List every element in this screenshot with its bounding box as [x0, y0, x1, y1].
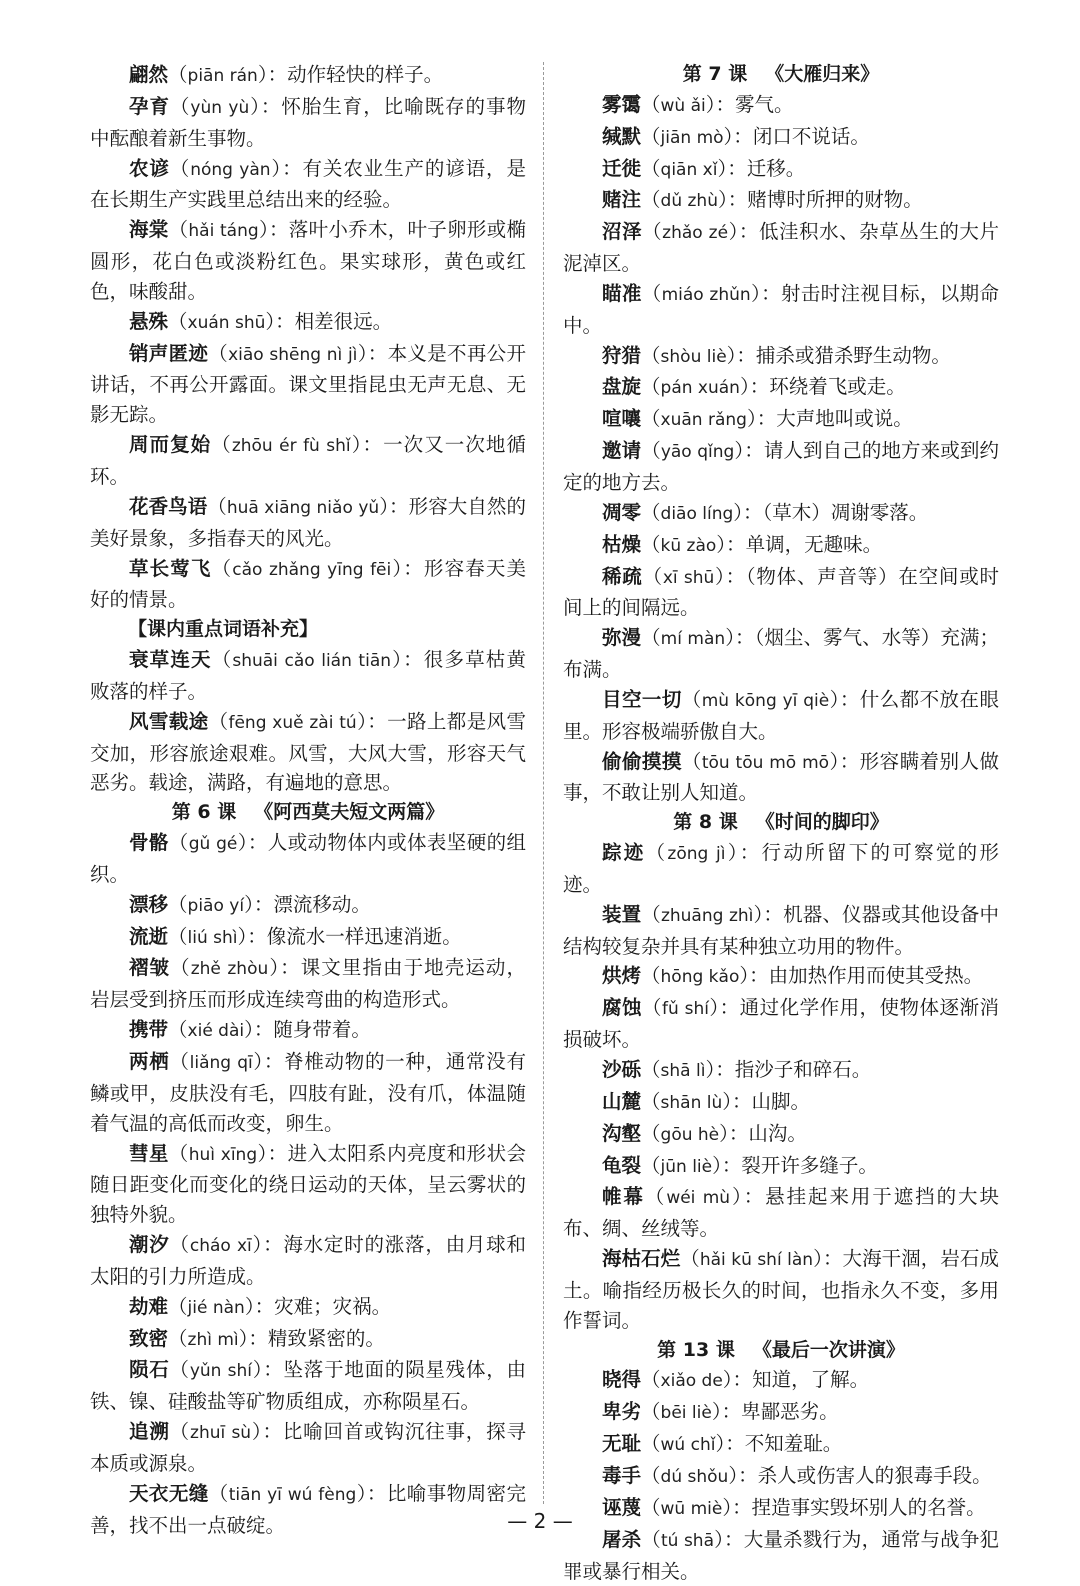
vocab-definition: 怀胎生育，比喻既存的事物中酝酿着新生事物。 — [90, 94, 526, 150]
vocab-entry: 两栖（liǎng qī）：脊椎动物的一种，通常没有鳞或甲，皮肤没有毛，四肢有趾，没有爪，体温随着气温的高低而改变，卵生。 — [90, 1050, 526, 1135]
vocab-word: 致密 — [129, 1326, 169, 1350]
vocab-definition: 漂流移动。 — [273, 892, 371, 916]
vocab-definition: 雾气。 — [735, 92, 794, 116]
column-divider — [543, 62, 544, 1504]
vocab-pinyin: xuān rǎng — [660, 410, 747, 431]
vocab-entry: 褶皱（zhě zhòu）：课文里指由于地壳运动，岩层受到挤压而形成连续弯曲的构造形式。 — [90, 956, 526, 1012]
vocab-definition: 知道，了解。 — [752, 1368, 870, 1392]
vocab-word: 偷偷摸摸 — [602, 749, 682, 773]
vocab-word: 赌注 — [602, 188, 642, 212]
vocab-definition: 山沟。 — [748, 1121, 807, 1145]
vocab-entry: 衰草连天（shuāi cǎo lián tiān）：很多草枯黄败落的样子。 — [90, 648, 526, 703]
vocab-entry: 稀疏（xī shū）：（物体、声音等）在空间或时间上的间隔远。 — [563, 564, 999, 620]
vocab-entry: 周而复始（zhōu ér fù shǐ）：一次又一次地循环。 — [90, 433, 526, 488]
vocab-pinyin: gǔ gé — [188, 834, 238, 855]
vocab-entry: 花香鸟语（huā xiāng niǎo yǔ）：形容大自然的美好景象，多指春天的风光。 — [90, 494, 526, 550]
lesson-heading — [90, 798, 526, 828]
vocab-pinyin: yāo qǐng — [660, 442, 735, 463]
vocab-definition: 不知羞耻。 — [744, 1432, 843, 1456]
vocab-word: 两栖 — [129, 1050, 170, 1073]
vocab-word: 彗星 — [129, 1141, 169, 1165]
vocab-entry: 潮汐（cháo xī）：海水定时的涨落，由月球和太阳的引力所造成。 — [90, 1233, 526, 1288]
vocab-word: 海棠 — [129, 218, 169, 242]
vocab-definition: 行动所留下的可察觉的形迹。 — [563, 841, 999, 896]
vocab-entry: 目空一切（mù kōng yī qiè）：什么都不放在眼里。形容极端骄傲自大。 — [563, 687, 999, 743]
vocab-entry: 彗星（huì xīng）：进入太阳系内亮度和形状会随日距变化而变化的绕日运动的天体，呈云雾状的独特外貌。 — [90, 1141, 526, 1227]
vocab-pinyin: gōu hè — [660, 1124, 720, 1145]
vocab-pinyin: nóng yàn — [190, 159, 271, 180]
vocab-word: 衰草连天 — [129, 648, 212, 672]
vocab-pinyin: bēi liè — [660, 1403, 712, 1424]
vocab-entry: 卑劣（bēi liè）：卑鄙恶劣。 — [602, 1400, 839, 1424]
vocab-pinyin: liǎng qī — [189, 1053, 253, 1073]
vocab-definition: 通过化学作用，使物体逐渐消损破坏。 — [563, 996, 999, 1052]
vocab-entry: 沟壑（gōu hè）：山沟。 — [602, 1121, 807, 1145]
vocab-definition: 比喻回首或钩沉往事，探寻本质或源泉。 — [90, 1420, 526, 1475]
vocab-word: 花香鸟语 — [129, 494, 208, 518]
vocab-word: 雾霭 — [602, 92, 642, 116]
vocab-pinyin: shuāi cǎo lián tiān — [232, 651, 392, 672]
vocab-entry: 劫难（jié nàn）：灾难；灾祸。 — [129, 1294, 392, 1318]
lesson-heading — [563, 60, 999, 90]
vocab-entry: 海棠（hǎi táng）：落叶小乔木，叶子卵形或椭圆形，花白色或淡粉红色。果实球形，黄色或红色，味酸甜。 — [90, 218, 526, 303]
lesson-number: 第 13 课 — [657, 1338, 735, 1361]
vocab-entry: 致密（zhì mì）：精致紧密的。 — [129, 1326, 385, 1350]
vocab-entry: 腐蚀（fǔ shí）：通过化学作用，使物体逐渐消损破坏。 — [563, 996, 999, 1052]
vocab-entry: 盘旋（pán xuán）：环绕着飞或走。 — [602, 375, 906, 399]
lesson-number: 第 6 课 — [171, 801, 237, 824]
vocab-entry: 销声匿迹（xiāo shēng nì jì）：本义是不再公开讲话，不再公开露面。课文里指昆虫无声无息、无影无踪。 — [90, 341, 526, 427]
vocab-definition: 形容瞒着别人做事，不敢让别人知道。 — [563, 749, 999, 805]
vocab-definition: 随身带着。 — [273, 1018, 371, 1042]
vocab-pinyin: cǎo zhǎng yīng fēi — [232, 559, 392, 580]
vocab-entry: 瞄准（miáo zhǔn）：射击时注视目标，以期命中。 — [563, 281, 999, 337]
vocab-entry: 孕育（yùn yù）：怀胎生育，比喻既存的事物中酝酿着新生事物。 — [90, 94, 526, 150]
vocab-word: 翩然 — [129, 63, 169, 86]
vocab-word: 瞄准 — [602, 281, 642, 305]
vocab-definition: 大量杀戮行为，通常与战争犯罪或暴行相关。 — [563, 1527, 999, 1583]
vocab-definition: 有关农业生产的谚语，是在长期生产实践里总结出来的经验。 — [90, 156, 526, 212]
vocab-entry: 流逝（liú shì）：像流水一样迅速消逝。 — [129, 924, 462, 948]
vocab-pinyin: wū miè — [660, 1498, 723, 1519]
lesson-title: 《阿西莫夫短文两篇》 — [254, 801, 445, 824]
vocab-entry: 枯燥（kū zào）：单调，无趣味。 — [602, 532, 883, 556]
vocab-entry: 骨骼（gǔ gé）：人或动物体内或体表坚硬的组织。 — [90, 831, 526, 886]
vocab-entry: 悬殊（xuán shū）：相差很远。 — [129, 309, 393, 333]
vocab-definition: 脊椎动物的一种，通常没有鳞或甲，皮肤没有毛，四肢有趾，没有爪，体温随着气温的高低而改变，卵生。 — [90, 1050, 526, 1135]
vocab-pinyin: qiān xǐ — [660, 159, 718, 180]
vocab-word: 踪迹 — [602, 841, 646, 865]
vocab-definition: 闭口不说话。 — [752, 124, 870, 148]
vocab-definition: （草木）凋谢零落。 — [762, 500, 929, 524]
vocab-entry: 海枯石烂（hǎi kū shí làn）：大海干涸，岩石成土。喻指经历极长久的时间，也指永久不变，多用作誓词。 — [563, 1247, 999, 1332]
vocab-word: 屠杀 — [602, 1527, 642, 1551]
vocab-definition: 迁移。 — [746, 156, 806, 180]
vocab-pinyin: zhuī sù — [190, 1423, 252, 1444]
vocab-entry: 沼泽（zhǎo zé）：低洼积水、杂草丛生的大片泥淖区。 — [563, 220, 999, 276]
vocab-word: 迁徙 — [602, 156, 642, 180]
vocab-word: 沟壑 — [602, 1121, 642, 1145]
vocab-entry: 装置（zhuāng zhì）：机器、仪器或其他设备中结构较复杂并具有某种独立功用的物件。 — [563, 902, 999, 958]
vocab-word: 诬蔑 — [602, 1495, 642, 1519]
vocab-entry: 烘烤（hōng kǎo）：由加热作用而使其受热。 — [602, 964, 984, 988]
vocab-entry: 偷偷摸摸（tōu tōu mō mō）：形容瞒着别人做事，不敢让别人知道。 — [563, 749, 999, 805]
vocab-definition: 像流水一样迅速消逝。 — [266, 924, 462, 948]
vocab-definition: 课文里指由于地壳运动，岩层受到挤压而形成连续弯曲的构造形式。 — [90, 956, 526, 1012]
vocab-entry: 雾霭（wù ǎi）：雾气。 — [602, 92, 794, 116]
vocab-pinyin: kū zào — [660, 535, 717, 556]
vocab-definition: 裂开许多缝子。 — [741, 1153, 878, 1177]
vocab-word: 农谚 — [129, 156, 170, 180]
vocab-definition: 很多草枯黄败落的样子。 — [90, 648, 526, 703]
vocab-definition: 指沙子和碎石。 — [734, 1058, 872, 1081]
vocab-word: 潮汐 — [129, 1233, 170, 1257]
vocab-entry: 晓得（xiǎo de）：知道，了解。 — [602, 1368, 870, 1392]
vocab-pinyin: shā lì — [660, 1061, 706, 1081]
vocab-entry: 踪迹（zōng jì）：行动所留下的可察觉的形迹。 — [563, 841, 999, 896]
vocab-definition: 卑鄙恶劣。 — [741, 1400, 839, 1424]
vocab-definition: 环绕着飞或走。 — [769, 375, 906, 399]
vocab-definition: 由加热作用而使其受热。 — [768, 964, 984, 988]
vocab-word: 山麓 — [602, 1089, 642, 1113]
vocab-pinyin: zhuāng zhì — [660, 905, 754, 926]
vocab-pinyin: tiān yī wú fèng — [228, 1484, 357, 1505]
vocab-pinyin: mù kōng yī qiè — [701, 690, 830, 711]
vocab-pinyin: pán xuán — [660, 378, 740, 399]
vocab-pinyin: xī shū — [662, 567, 715, 588]
vocab-entry: 狩猎（shòu liè）：捕杀或猎杀野生动物。 — [602, 343, 951, 367]
vocab-definition: 灾难；灾祸。 — [274, 1294, 392, 1318]
vocab-pinyin: wú chǐ — [660, 1435, 716, 1456]
vocab-word: 追溯 — [129, 1420, 170, 1444]
vocab-word: 无耻 — [602, 1432, 642, 1456]
vocab-word: 陨石 — [129, 1358, 170, 1382]
vocab-word: 劫难 — [129, 1294, 169, 1318]
vocab-pinyin: xuán shū — [187, 312, 266, 333]
vocab-definition: 捕杀或猎杀野生动物。 — [755, 343, 951, 367]
vocab-definition: 相差很远。 — [294, 309, 393, 333]
vocab-entry: 邀请（yāo qǐng）：请人到自己的地方来或到约定的地方去。 — [563, 439, 999, 494]
vocab-pinyin: cháo xī — [189, 1236, 252, 1257]
vocab-entry: 龟裂（jūn liè）：裂开许多缝子。 — [602, 1153, 878, 1177]
vocab-pinyin: dú shǒu — [660, 1466, 729, 1487]
vocab-word: 孕育 — [129, 94, 170, 118]
vocab-word: 喧嚷 — [602, 407, 642, 431]
vocab-pinyin: wù ǎi — [660, 95, 706, 116]
vocab-entry: 翩然（piān rán）：动作轻快的样子。 — [129, 63, 444, 86]
lesson-number: 第 8 课 — [673, 811, 738, 834]
lesson-heading — [563, 808, 999, 838]
vocab-pinyin: mí màn — [660, 629, 726, 650]
vocab-entry: 漂移（piāo yí）：漂流移动。 — [129, 892, 371, 916]
vocab-entry: 缄默（jiān mò）：闭口不说话。 — [602, 124, 870, 148]
vocab-definition: 形容春天美好的情景。 — [90, 556, 526, 612]
vocab-definition: 山脚。 — [751, 1089, 811, 1113]
vocab-pinyin: hōng kǎo — [660, 967, 740, 988]
vocab-pinyin: fǔ shí — [661, 999, 709, 1020]
vocab-pinyin: zhōu ér fù shǐ — [231, 436, 351, 457]
vocab-pinyin: huā xiāng niǎo yǔ — [226, 497, 380, 518]
vocab-entry: 陨石（yǔn shí）：坠落于地面的陨星残体，由铁、镍、硅酸盐等矿物质组成，亦称陨星石。 — [90, 1358, 526, 1414]
vocab-word: 风雪载途 — [129, 709, 209, 733]
lesson-title: 《大雁归来》 — [765, 63, 880, 85]
right-column — [563, 60, 999, 1586]
vocab-entry: 喧嚷（xuān rǎng）：大声地叫或说。 — [602, 407, 913, 431]
vocab-pinyin: shòu liè — [660, 346, 727, 367]
vocab-definition: （物体、声音等）在空间或时间上的间隔远。 — [563, 564, 999, 620]
vocab-definition: 低洼积水、杂草丛生的大片泥淖区。 — [563, 220, 999, 276]
vocab-pinyin: miáo zhǔn — [661, 284, 751, 305]
vocab-definition: 一路上都是风雪交加，形容旅途艰难。风雪，大风大雪，形容天气恶劣。载途，满路，有遍地的意思。 — [90, 709, 526, 795]
vocab-pinyin: hǎi kū shí làn — [699, 1250, 814, 1271]
vocab-definition: 进入太阳系内亮度和形状会随日距变化而变化的绕日运动的天体，呈云雾状的独特外貌。 — [90, 1141, 526, 1227]
vocab-word: 流逝 — [129, 924, 169, 948]
vocab-pinyin: piān rán — [187, 66, 258, 86]
vocab-word: 狩猎 — [602, 343, 642, 367]
vocab-pinyin: diāo líng — [660, 503, 734, 524]
vocab-entry: 无耻（wú chǐ）：不知羞耻。 — [602, 1432, 843, 1456]
vocab-word: 天衣无缝 — [129, 1481, 209, 1505]
vocab-word: 毒手 — [602, 1463, 642, 1487]
vocab-pinyin: xiāo shēng nì jì — [228, 344, 358, 365]
vocab-word: 稀疏 — [602, 564, 643, 588]
vocab-definition: 什么都不放在眼里。形容极端骄傲自大。 — [563, 687, 999, 743]
vocab-word: 骨骼 — [129, 831, 169, 855]
vocab-definition: 请人到自己的地方来或到约定的地方去。 — [563, 439, 999, 494]
vocab-pinyin: hǎi táng — [188, 221, 259, 242]
vocab-definition: 悬挂起来用于遮挡的大块布、绸、丝绒等。 — [563, 1185, 999, 1241]
vocab-definition: 本义是不再公开讲话，不再公开露面。课文里指昆虫无声无息、无影无踪。 — [90, 341, 526, 427]
vocab-pinyin: tōu tōu mō mō — [701, 752, 830, 773]
vocab-word: 龟裂 — [602, 1153, 642, 1177]
vocab-pinyin: zhǎo zé — [662, 223, 729, 244]
vocab-definition: 海水定时的涨落，由月球和太阳的引力所造成。 — [90, 1233, 526, 1288]
vocab-entry: 天衣无缝（tiān yī wú fèng）：比喻事物周密完善，找不出一点破绽。 — [90, 1481, 526, 1537]
supplement-heading: 【课内重点词语补充】 — [128, 618, 319, 641]
vocab-entry: 沙砾（shā lì）：指沙子和碎石。 — [602, 1058, 872, 1081]
vocab-pinyin: wéi mù — [666, 1188, 731, 1209]
vocab-pinyin: liú shì — [187, 927, 238, 948]
vocab-word: 邀请 — [602, 439, 642, 463]
vocab-definition: 大海干涸，岩石成土。喻指经历极长久的时间，也指永久不变，多用作誓词。 — [563, 1247, 999, 1332]
vocab-pinyin: jiān mò — [660, 127, 724, 148]
vocab-pinyin: tú shā — [660, 1530, 714, 1551]
vocab-word: 弥漫 — [602, 626, 642, 650]
vocab-definition: 落叶小乔木，叶子卵形或椭圆形，花白色或淡粉红色。果实球形，黄色或红色，味酸甜。 — [90, 218, 526, 303]
vocab-definition: 单调，无趣味。 — [745, 532, 883, 556]
vocab-entry: 赌注（dǔ zhù）：赌博时所押的财物。 — [602, 188, 923, 212]
vocab-word: 草长莺飞 — [129, 556, 212, 580]
vocab-pinyin: huì xīng — [188, 1144, 258, 1165]
vocab-pinyin: dǔ zhù — [660, 191, 718, 212]
lesson-number: 第 7 课 — [682, 63, 748, 85]
vocab-definition: 形容大自然的美好景象，多指春天的风光。 — [90, 494, 526, 550]
vocab-word: 烘烤 — [602, 964, 642, 988]
vocab-word: 晓得 — [602, 1368, 642, 1392]
vocab-definition: 捏造事实毁坏别人的名誉。 — [751, 1495, 986, 1519]
vocab-entry: 毒手（dú shǒu）：杀人或伤害人的狠毒手段。 — [602, 1463, 992, 1487]
vocab-pinyin: zōng jì — [667, 844, 726, 865]
vocab-definition: （烟尘、雾气、水等）充满；布满。 — [563, 626, 999, 682]
vocab-entry: 追溯（zhuī sù）：比喻回首或钩沉往事，探寻本质或源泉。 — [90, 1420, 526, 1475]
vocab-pinyin: xiǎo de — [660, 1371, 723, 1392]
vocab-definition: 射击时注视目标，以期命中。 — [563, 281, 999, 337]
vocab-word: 销声匿迹 — [129, 341, 209, 365]
vocab-word: 帷幕 — [602, 1185, 645, 1209]
left-column — [90, 60, 526, 1541]
vocab-word: 目空一切 — [602, 687, 682, 711]
vocab-definition: 一次又一次地循环。 — [90, 433, 526, 488]
vocab-pinyin: piāo yí — [187, 895, 245, 916]
vocab-pinyin: yǔn shí — [189, 1361, 252, 1382]
vocab-word: 海枯石烂 — [602, 1247, 681, 1271]
vocab-entry: 凋零（diāo líng）：（草木）凋谢零落。 — [602, 500, 929, 524]
lesson-heading — [563, 1336, 999, 1366]
vocab-entry: 携带（xié dài）：随身带着。 — [129, 1018, 371, 1042]
vocab-entry: 屠杀（tú shā）：大量杀戮行为，通常与战争犯罪或暴行相关。 — [563, 1527, 999, 1583]
vocab-word: 枯燥 — [602, 532, 642, 556]
page-number: — 2 — — [507, 1509, 573, 1533]
vocab-pinyin: yùn yù — [190, 97, 250, 118]
vocab-word: 盘旋 — [602, 375, 642, 399]
vocab-word: 周而复始 — [129, 433, 212, 457]
vocab-entry: 弥漫（mí màn）：（烟尘、雾气、水等）充满；布满。 — [563, 626, 999, 682]
vocab-word: 漂移 — [129, 892, 169, 916]
vocab-word: 沼泽 — [602, 220, 643, 244]
vocab-pinyin: jié nàn — [187, 1297, 245, 1318]
vocab-entry: 诬蔑（wū miè）：捏造事实毁坏别人的名誉。 — [602, 1495, 986, 1519]
vocab-word: 缄默 — [602, 124, 642, 148]
lesson-title: 《时间的脚印》 — [755, 811, 889, 834]
vocab-definition: 大声地叫或说。 — [776, 407, 913, 431]
vocab-definition: 人或动物体内或体表坚硬的组织。 — [90, 831, 526, 886]
vocab-word: 悬殊 — [129, 309, 169, 333]
vocab-pinyin: fēng xuě zài tú — [228, 712, 357, 733]
lesson-title: 《最后一次讲演》 — [752, 1338, 905, 1361]
vocab-entry: 帷幕（wéi mù）：悬挂起来用于遮挡的大块布、绸、丝绒等。 — [563, 1185, 999, 1241]
vocab-definition: 赌博时所押的财物。 — [747, 188, 923, 212]
vocab-entry: 山麓（shān lù）：山脚。 — [602, 1089, 811, 1113]
vocab-definition: 坠落于地面的陨星残体，由铁、镍、硅酸盐等矿物质组成，亦称陨星石。 — [90, 1358, 526, 1414]
vocab-pinyin: zhì mì — [187, 1329, 239, 1350]
vocab-word: 装置 — [602, 902, 642, 926]
vocab-definition: 比喻事物周密完善，找不出一点破绽。 — [90, 1481, 526, 1537]
vocab-pinyin: zhě zhòu — [190, 959, 269, 980]
vocab-word: 沙砾 — [602, 1058, 642, 1081]
vocab-word: 褶皱 — [129, 956, 171, 980]
vocab-word: 凋零 — [602, 500, 642, 524]
vocab-entry: 风雪载途（fēng xuě zài tú）：一路上都是风雪交加，形容旅途艰难。风雪，大风大雪，形容天气恶劣。载途，满路，有遍地的意思。 — [90, 709, 526, 795]
vocab-entry: 草长莺飞（cǎo zhǎng yīng fēi）：形容春天美好的情景。 — [90, 556, 526, 612]
vocab-pinyin: shān lù — [660, 1092, 723, 1113]
vocab-pinyin: xié dài — [187, 1021, 245, 1042]
vocab-word: 携带 — [129, 1018, 169, 1042]
vocab-pinyin: jūn liè — [660, 1156, 713, 1177]
vocab-word: 卑劣 — [602, 1400, 642, 1424]
vocab-entry: 农谚（nóng yàn）：有关农业生产的谚语，是在长期生产实践里总结出来的经验。 — [90, 156, 526, 212]
vocab-definition: 精致紧密的。 — [267, 1326, 385, 1350]
vocab-word: 腐蚀 — [602, 996, 642, 1020]
vocab-definition: 杀人或伤害人的狠毒手段。 — [757, 1463, 992, 1487]
vocab-definition: 机器、仪器或其他设备中结构较复杂并具有某种独立功用的物件。 — [563, 902, 999, 958]
vocab-definition: 动作轻快的样子。 — [287, 63, 444, 86]
vocab-entry: 迁徙（qiān xǐ）：迁移。 — [602, 156, 806, 180]
